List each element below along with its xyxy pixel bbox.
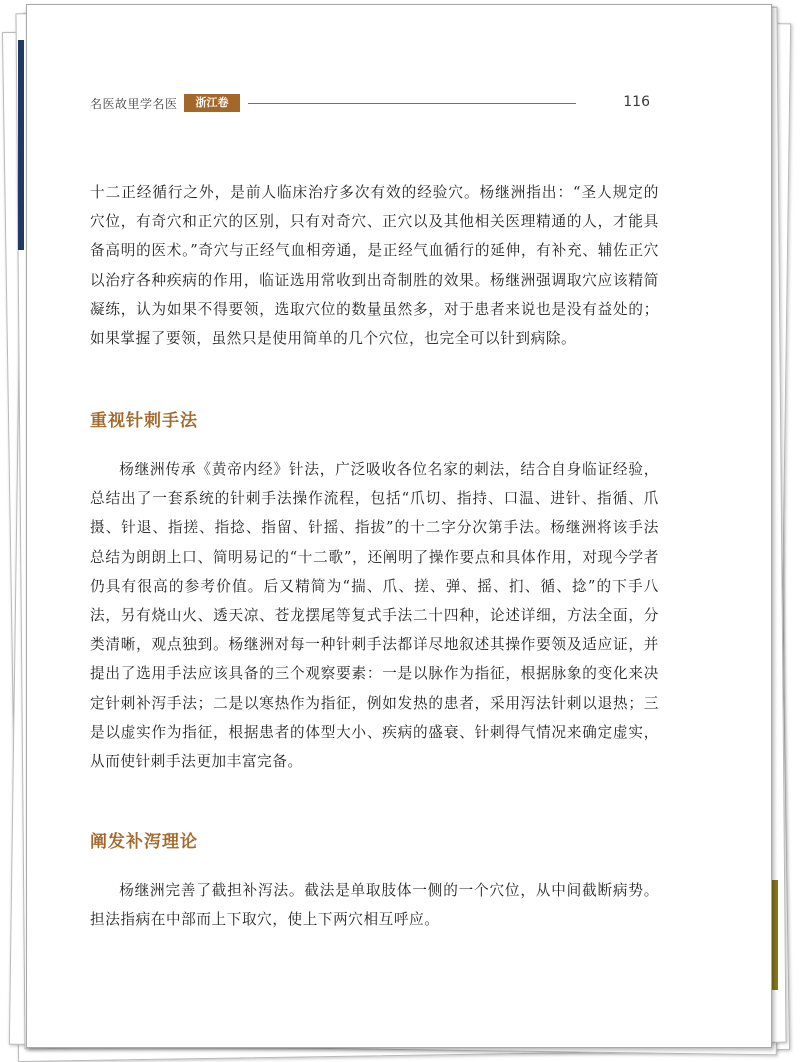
running-header (90, 94, 650, 114)
volume-badge: 浙江卷 (184, 94, 240, 112)
page-number: 116 (623, 94, 650, 110)
header-rule (248, 103, 576, 104)
body-paragraph: 杨继洲传承《黄帝内经》针法，广泛吸收各位名家的刺法，结合自身临证经验，总结出了一套系统的针刺手法操作流程，包括“爪切、指持、口温、进针、指循、爪摄、针退、指搓、指捻、指留、针摇、指拔”的十二字分次第手法。杨继洲将该手法总结为朗朗上口、简明易记的“十二歌”，还阐明了操作要点和具体作用，对现今学者仍具有很高的参考价值。后又精简为“揣、爪、搓、弹、摇、扪、循、捻”的下手八法，另有烧山火、透天凉、苍龙摆尾等复式手法二十四种，论述详细，方法全面，分类清晰，观点独到。杨继洲对每一种针刺手法都详尽地叙述其操作要领及适应证，并提出了选用手法应该具备的三个观察要素：一是以脉作为指征，根据脉象的变化来决定针刺补泻手法；二是以寒热作为指征，例如发热的患者，采用泻法针刺以退热；三是以虚实作为指征，根据患者的体型大小、疾病的盛衰、针刺得气情况来确定虚实，从而使针刺手法更加丰富完备。 (90, 461, 659, 771)
book-cover-edge-left (18, 40, 24, 250)
body-paragraph: 十二正经循行之外，是前人临床治疗多次有效的经验穴。杨继洲指出：“圣人规定的穴位，有奇穴和正穴的区别，只有对奇穴、正穴以及其他相关医理精通的人，才能具备高明的医术。”奇穴与正经气血相旁通，是正经气血循行的延伸，有补充、辅佐正穴以治疗各种疾病的作用，临证选用常收到出奇制胜的效果。杨继洲强调取穴应该精简凝练，认为如果不得要领，选取穴位的数量虽然多，对于患者来说也是没有益处的；如果掌握了要领，虽然只是使用简单的几个穴位，也完全可以针到病除。 (90, 184, 659, 348)
section-heading: 阐发补泻理论 (90, 832, 198, 852)
series-title: 名医故里学名医 (90, 97, 178, 111)
section-heading: 重视针刺手法 (90, 411, 198, 431)
body-paragraph: 杨继洲完善了截担补泻法。截法是单取肢体一侧的一个穴位，从中间截断病势。担法指病在中部而上下取穴，使上下两穴相互呼应。 (90, 882, 659, 929)
